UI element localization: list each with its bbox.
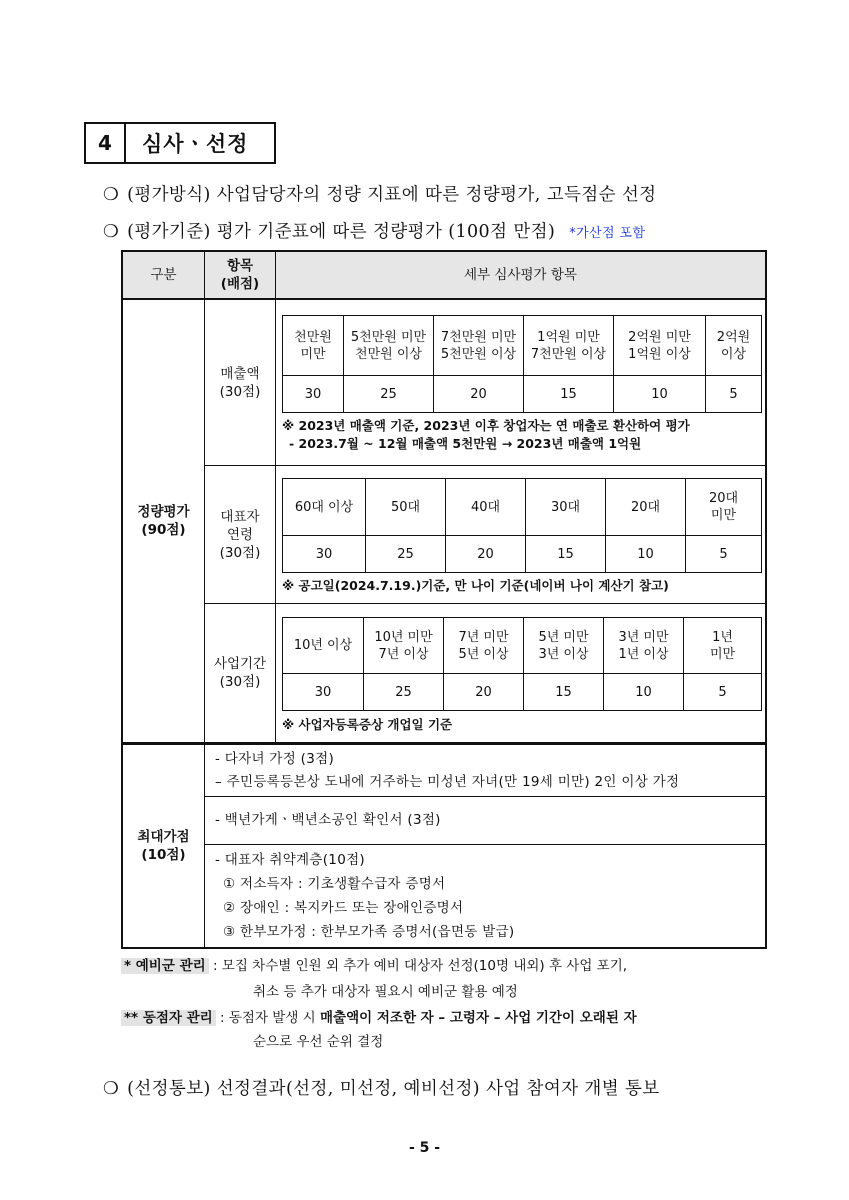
- header-detail: 세부 심사평가 항목: [464, 267, 577, 283]
- tie-tag: ** 동점자 관리: [121, 1010, 216, 1026]
- age-score: 5: [685, 536, 761, 573]
- sales-score: 20: [433, 376, 523, 413]
- age-note: ※ 공고일(2024.7.19.)기준, 만 나이 기준(네이버 나이 계산기 참고): [282, 578, 669, 593]
- header-item: 항목 (배점): [220, 258, 260, 292]
- sales-range: 천만원 미만: [294, 329, 332, 362]
- period-score: 5: [683, 674, 761, 711]
- bonus-row-divider-2: [204, 844, 765, 845]
- row-divider-sales: [204, 465, 765, 466]
- age-score: 20: [445, 536, 525, 573]
- bullet-text: (평가기준) 평가 기준표에 따른 정량평가 (100점 만점): [127, 222, 556, 242]
- evaluation-table: [121, 250, 767, 949]
- sales-score: 15: [523, 376, 613, 413]
- sales-label: 매출액 (30점): [219, 365, 261, 400]
- bullet-text: (평가방식) 사업담당자의 정량 지표에 따른 정량평가, 고득점순 선정: [127, 185, 657, 205]
- age-score-table: [282, 478, 762, 573]
- col-divider-2: [275, 252, 276, 742]
- period-note: ※ 사업자등록증상 개업일 기준: [282, 717, 453, 732]
- page-number: - 5 -: [408, 1140, 441, 1156]
- period-range: 3년 미만 1년 이상: [603, 618, 683, 673]
- sales-note-2: - 2023.7월 ~ 12월 매출액 5천만원 → 2023년 매출액 1억원: [289, 436, 642, 451]
- bonus-vulnerable-low-income: ① 저소득자 : 기초생활수급자 증명서: [223, 876, 446, 892]
- period-range: 5년 미만 3년 이상: [523, 618, 603, 673]
- age-score: 30: [315, 547, 333, 562]
- age-range: 40대: [445, 479, 525, 535]
- period-range: 10년 이상: [293, 638, 353, 653]
- bullet-eval-method: [103, 181, 656, 206]
- age-range: 60대 이상: [294, 499, 354, 515]
- bonus-vulnerable: - 대표자 취약계층(10점): [215, 852, 365, 868]
- circle-bullet-icon: ❍: [103, 1079, 120, 1099]
- period-range: 1년 미만: [683, 618, 761, 673]
- period-score: 10: [603, 674, 683, 711]
- reserve-tag: * 예비군 관리: [121, 958, 209, 974]
- sales-range: 1억원 미만 7천만원 이상: [523, 316, 613, 375]
- period-score: 15: [523, 674, 603, 711]
- section-number: 4: [86, 124, 126, 162]
- bullet-text: (선정통보) 선정결과(선정, 미선정, 예비선정) 사업 참여자 개별 통보: [127, 1079, 660, 1099]
- age-label: 대표자 연령 (30점): [219, 508, 261, 561]
- bonus-row-divider-1: [204, 796, 765, 797]
- tie-priority: 매출액이 저조한 자 – 고령자 – 사업 기간이 오래된 자: [320, 1010, 637, 1026]
- age-range: 20대: [605, 479, 685, 535]
- sales-score: 30: [304, 387, 322, 402]
- sales-score-table: [282, 315, 762, 413]
- bullet-notification: [103, 1075, 660, 1100]
- sales-range: 7천만원 미만 5천만원 이상: [433, 316, 523, 375]
- sales-score: 10: [613, 376, 705, 413]
- age-score: 10: [605, 536, 685, 573]
- tie-pre: : 동점자 발생 시: [220, 1010, 320, 1026]
- period-score: 30: [314, 685, 332, 700]
- period-score: 20: [443, 674, 523, 711]
- age-score: 25: [365, 536, 445, 573]
- bonus-multichild-detail: – 주민등록등본상 도내에 거주하는 미성년 자녀(만 19세 미만) 2인 이상 가정: [215, 774, 680, 790]
- sales-score: 25: [343, 376, 433, 413]
- period-range: 10년 미만 7년 이상: [363, 618, 443, 673]
- bonus-vulnerable-single-parent: ③ 한부모가정 : 한부모가족 증명서(읍면동 발급): [223, 924, 515, 940]
- age-range: 50대: [365, 479, 445, 535]
- header-category: 구분: [150, 267, 177, 283]
- reserve-line1: : 모집 차수별 인원 외 추가 예비 대상자 선정(10명 내외) 후 사업 포기,: [212, 958, 628, 974]
- sales-range: 5천만원 미만 천만원 이상: [343, 316, 433, 375]
- tie-line2: 순으로 우선 순위 결정: [253, 1034, 384, 1050]
- sales-range: 2억원 이상: [705, 316, 761, 375]
- bonus-century-store: - 백년가게ㆍ백년소공인 확인서 (3점): [215, 812, 441, 828]
- row-divider-age: [204, 603, 765, 604]
- age-range: 30대: [525, 479, 605, 535]
- age-score: 15: [525, 536, 605, 573]
- reserve-line2: 취소 등 추가 대상자 필요시 예비군 활용 예정: [253, 984, 518, 1000]
- period-score-table: [282, 617, 762, 711]
- age-range: 20대 미만: [685, 479, 761, 535]
- sales-note-1: ※ 2023년 매출액 기준, 2023년 이후 창업자는 연 매출로 환산하여 평가: [282, 418, 690, 433]
- sales-score: 5: [705, 376, 761, 413]
- circle-bullet-icon: ❍: [103, 222, 120, 242]
- period-score: 25: [363, 674, 443, 711]
- bonus-included-note: *가산점 포함: [569, 226, 646, 241]
- period-label: 사업기간 (30점): [213, 656, 267, 690]
- quant-eval-label: 정량평가 (90점): [137, 504, 190, 538]
- sales-range: 2억원 미만 1억원 이상: [613, 316, 705, 375]
- bullet-eval-criteria: [103, 218, 645, 243]
- section-title: 심사ㆍ선정: [142, 132, 249, 156]
- bonus-multichild: - 다자녀 가정 (3점): [215, 751, 335, 767]
- section-header: [84, 122, 276, 164]
- period-range: 7년 미만 5년 이상: [443, 618, 523, 673]
- bonus-vulnerable-disabled: ② 장애인 : 복지카드 또는 장애인증명서: [223, 900, 464, 916]
- tie-footnote: [121, 1007, 637, 1029]
- circle-bullet-icon: ❍: [103, 185, 120, 205]
- bonus-label: 최대가점 (10점): [137, 829, 190, 863]
- bonus-divider: [123, 742, 765, 745]
- reserve-footnote: [121, 955, 627, 977]
